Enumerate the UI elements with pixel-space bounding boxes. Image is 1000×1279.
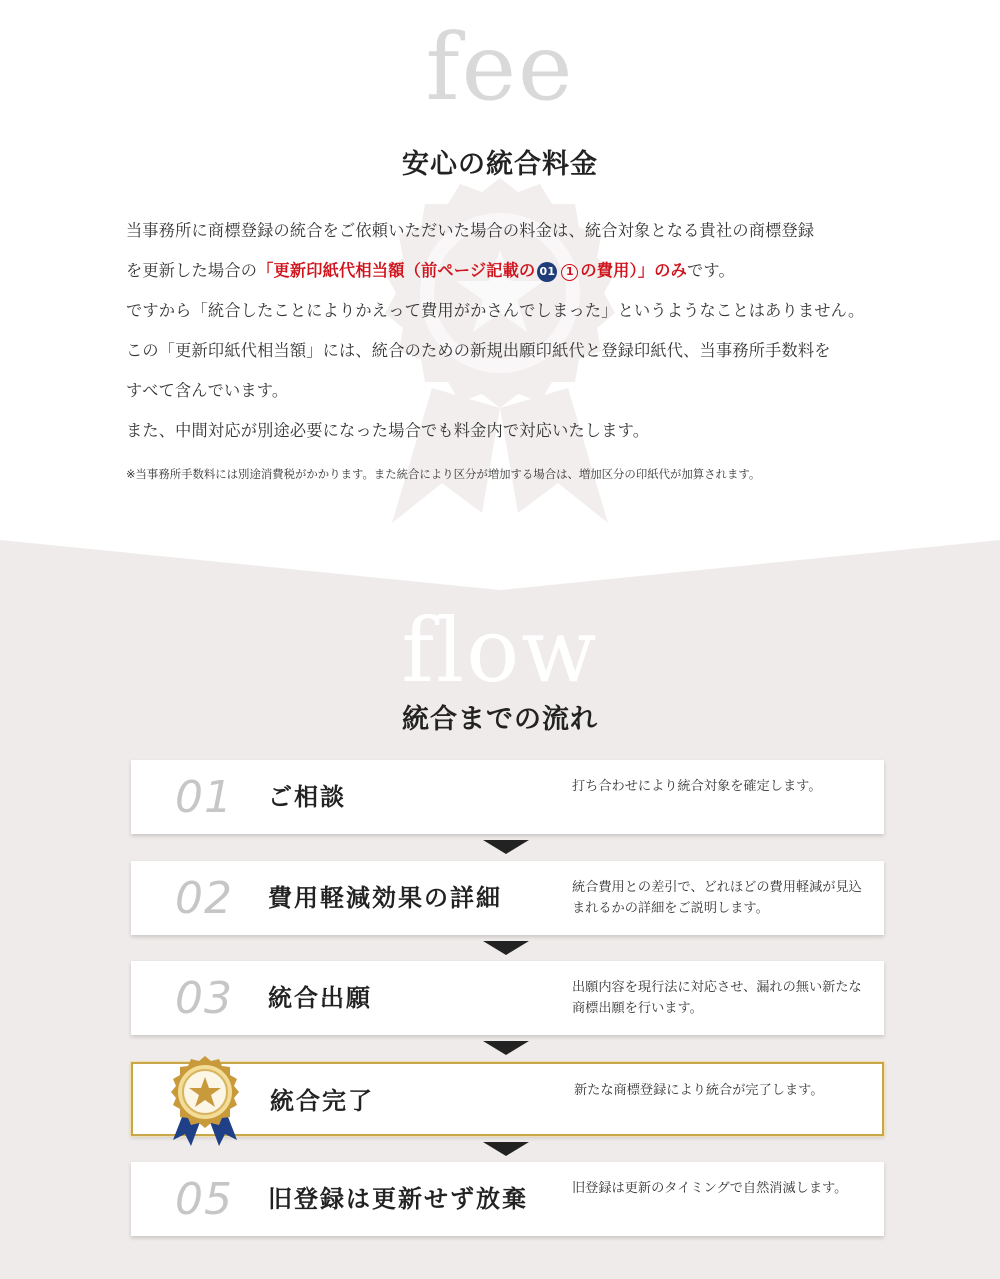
fee-highlight-b: の費用）」のみ	[580, 261, 687, 280]
fee-line-3: ですから「統合したことによりかえって費用がかさんでしまった」というようなことはありません。	[126, 301, 865, 320]
step-description: 旧登録は更新のタイミングで自然消滅します。	[572, 1181, 848, 1196]
item-circle-number: 1	[561, 264, 578, 281]
step-description: 打ち合わせにより統合対象を確定します。	[572, 779, 822, 794]
fee-line-2-suffix: です。	[687, 261, 735, 280]
flow-step-5	[131, 1162, 884, 1236]
step-title: 統合出願	[268, 984, 372, 1012]
step-number: 05	[175, 1174, 233, 1225]
down-arrow-icon	[483, 1142, 529, 1156]
fee-line-2	[126, 251, 906, 291]
step-description: 出願内容を現行法に対応させ、漏れの無い新たな商標出願を行います。	[572, 980, 862, 1016]
step-number: 01	[175, 772, 233, 823]
fee-line-4: この「更新印紙代相当額」には、統合のための新規出願印紙代と登録印紙代、当事務所手数料を	[126, 341, 831, 360]
fee-section	[0, 0, 1000, 560]
down-arrow-icon	[483, 941, 529, 955]
flow-step-4	[131, 1062, 884, 1136]
flow-script-title: flow	[401, 599, 599, 702]
flow-step-2	[131, 861, 884, 935]
step-title: 旧登録は更新せず放棄	[268, 1185, 528, 1213]
fee-description	[126, 211, 906, 451]
step-title: 統合完了	[270, 1087, 374, 1115]
flow-step-1	[131, 760, 884, 834]
flow-step-3	[131, 961, 884, 1035]
fee-line-6: また、中間対応が別途必要になった場合でも料金内で対応いたします。	[126, 421, 650, 440]
step-title: 費用軽減効果の詳細	[268, 884, 502, 912]
fee-script-title: fee	[425, 14, 575, 121]
fee-line-1: 当事務所に商標登録の統合をご依頼いただいた場合の料金は、統合対象となる貴社の商標登録	[126, 221, 815, 240]
step-number: 03	[175, 973, 233, 1024]
page-number-badge: 01	[537, 262, 557, 282]
fee-line-2-prefix: を更新した場合の	[126, 261, 258, 280]
gold-medal-icon	[165, 1052, 245, 1152]
step-description: 統合費用との差引で、どれほどの費用軽減が見込まれるかの詳細をご説明します。	[572, 880, 862, 916]
fee-highlight-a: 「更新印紙代相当額（前ページ記載の	[257, 261, 536, 280]
step-title: ご相談	[268, 783, 346, 811]
flow-heading: 統合までの流れ	[402, 704, 598, 735]
down-arrow-icon	[483, 840, 529, 854]
flow-notch-divider	[0, 540, 1000, 600]
down-arrow-icon	[483, 1041, 529, 1055]
step-description: 新たな商標登録により統合が完了します。	[574, 1083, 824, 1098]
fee-footnote: ※当事務所手数料には別途消費税がかかります。また統合により区分が増加する場合は、増加区分の印紙代が加算されます。	[126, 467, 761, 481]
fee-heading: 安心の統合料金	[402, 149, 598, 180]
fee-line-5: すべて含んでいます。	[126, 381, 289, 400]
step-number: 02	[175, 873, 233, 924]
